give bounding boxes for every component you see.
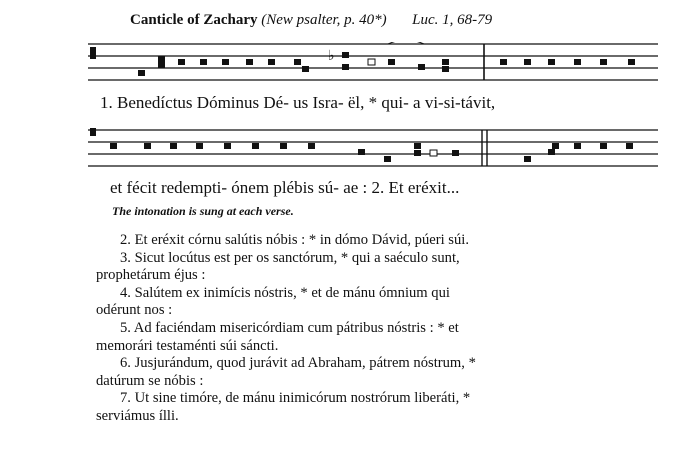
verse-6 [96,355,656,390]
staff-1-svg [88,42,658,86]
verse-4-line1: 4. Salútem ex inimícis nóstris, * et de mánu ómnium qui [120,284,450,301]
verse-3-line1: 3. Sicut locútus est per os sanctórum, * qui a saéculo sunt, [120,249,460,266]
verse-5-line1: 5. Ad faciéndam misericórdiam cum pátribus nóstris : * et [120,319,459,336]
title-reference: Luc. 1, 68-79 [412,12,493,28]
verse-5-line2: memorári testaménti súi sáncti. [96,337,279,354]
svg-text:♭: ♭ [328,48,335,64]
verse-7-line2: serviámus ílli. [96,407,179,424]
staff-1-notes [90,47,635,76]
chant-lyrics-1: 1. Benedíctus Dóminus Dé- us Isra- ël, * qui- a vi-si-távit, [100,93,496,112]
verses-list [96,232,656,426]
staff-2-notes [90,128,633,162]
title-main: Canticle of Zachary [130,12,258,28]
verse-3-line2: prophetárum éjus : [96,267,206,284]
verse-7 [96,390,656,425]
chant-staff-1 [88,42,658,86]
verse-2-line1: 2. Et eréxit córnu salútis nóbis : * in dómo Dávid, púeri súi. [120,232,469,248]
title-source: (New psalter, p. 40*) [261,12,387,28]
staff-2-svg [88,128,658,172]
verse-7-line1: 7. Ut sine timóre, de mánu inimicórum nostrórum liberáti, * [120,390,471,407]
verse-6-line1: 6. Jusjurándum, quod jurávit ad Abraham, pátrem nóstrum, * [120,355,476,372]
verse-2 [96,232,656,250]
verse-3 [96,250,656,285]
page-title [130,12,650,29]
verse-4-line2: odérunt nos : [96,302,173,319]
verse-4 [96,285,656,320]
intonation-note: The intonation is sung at each verse. [112,204,294,218]
chant-lyrics-2: et fécit redempti- ónem plébis sú- ae : 2. Et eréxit... [110,178,460,197]
verse-6-line2: datúrum se nóbis : [96,372,204,389]
verse-5 [96,320,656,355]
chant-staff-2 [88,128,658,172]
